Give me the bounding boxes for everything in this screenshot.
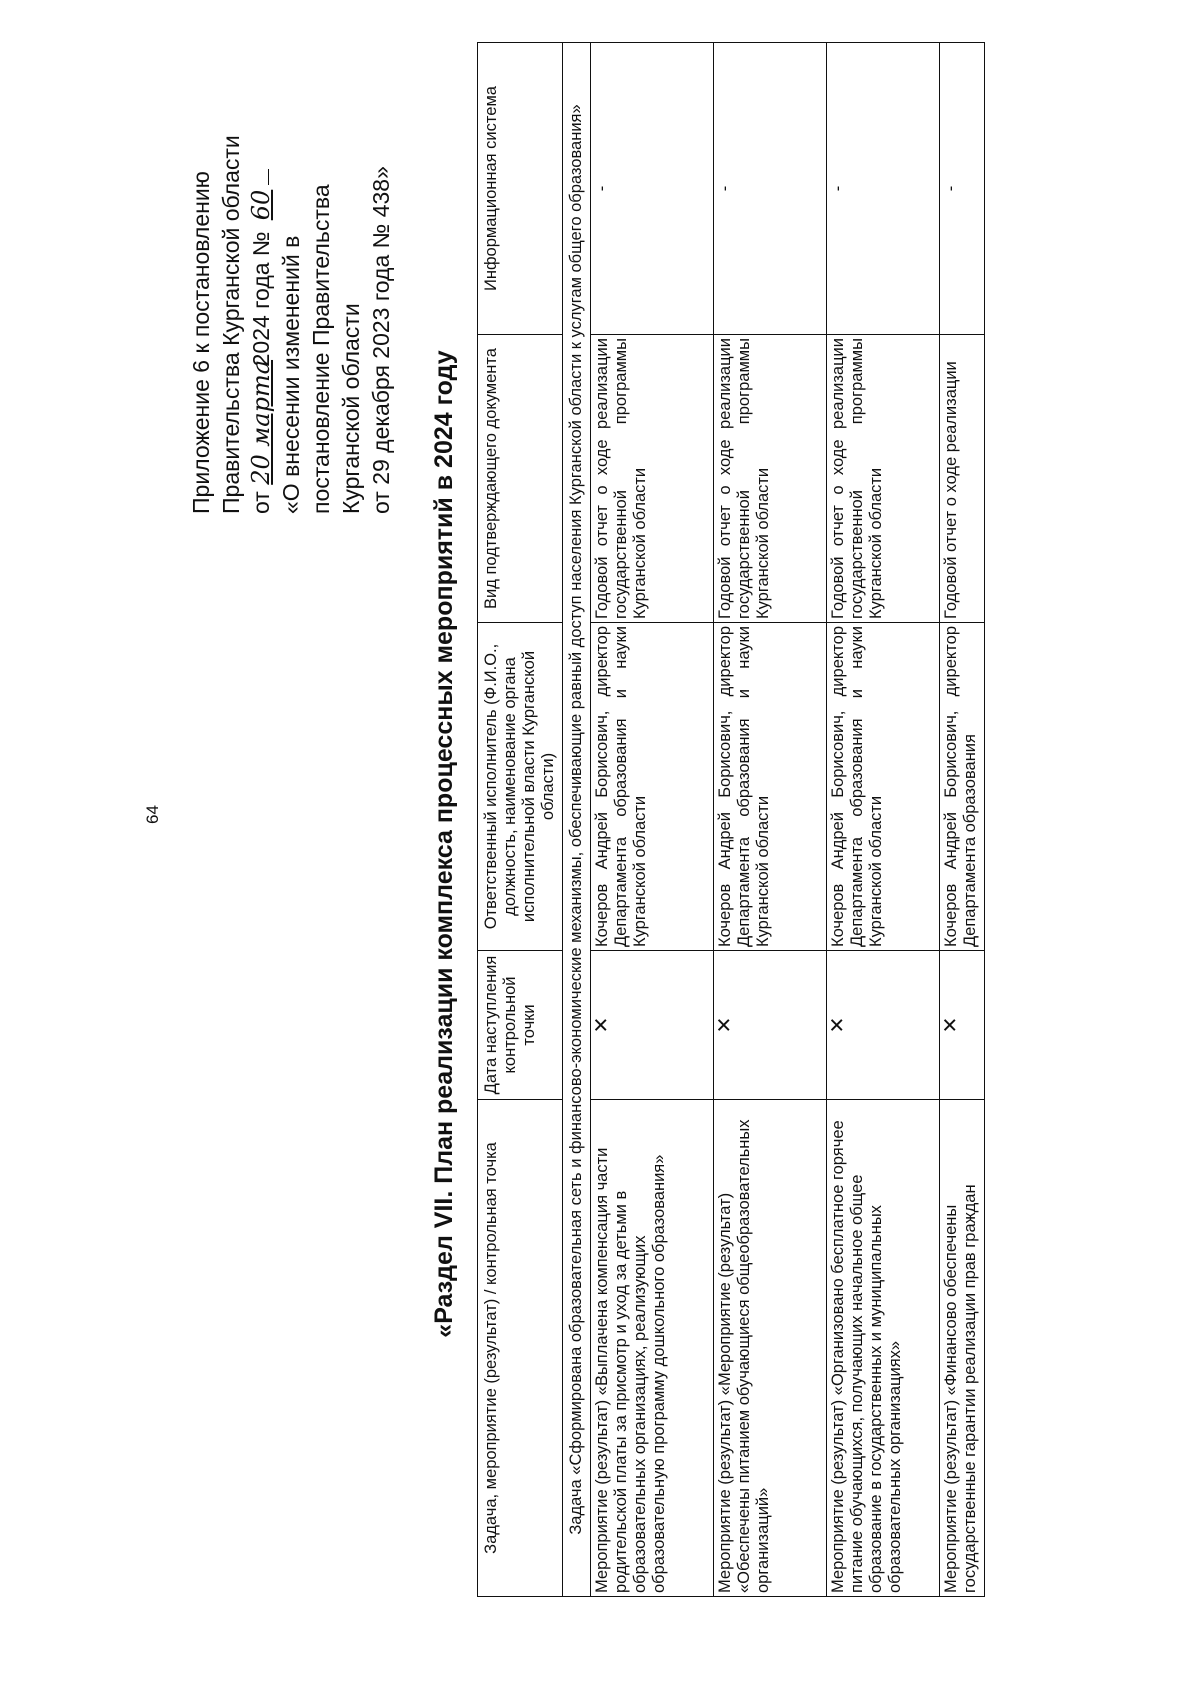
cell-responsible: Кочеров Андрей Борисович, директор Департамента образования и науки Курганской области: [714, 623, 827, 951]
cell-task: Мероприятие (результат) «Финансово обеспечены государственные гарантии реализации прав граждан: [940, 1100, 985, 1597]
cell-system: -: [827, 43, 940, 335]
plan-table: [477, 42, 985, 1597]
annex-line: от 29 декабря 2023 года № 438»: [368, 166, 394, 514]
handwritten-number: 60: [247, 189, 275, 221]
cell-document: Годовой отчет о ходе реализации: [940, 335, 985, 623]
underline-blank: [268, 169, 269, 185]
annex-line: постановление Правительства: [308, 184, 334, 514]
annex-line: Курганской области: [338, 303, 364, 514]
annex-date-prefix: от: [248, 491, 274, 514]
cell-system: -: [940, 43, 985, 335]
cell-system: -: [714, 43, 827, 335]
section-title: «Раздел VII. План реализации комплекса процессных мероприятий в 2024 году: [430, 350, 458, 1338]
cell-task: Мероприятие (результат) «Организовано бесплатное горячее питание обучающихся, получающих начальное общее образование в государственных и муниципальных образовательных организациях»: [827, 1100, 940, 1597]
annex-date-line: [246, 34, 276, 514]
cell-responsible: Кочеров Андрей Борисович, директор Департамента образования: [940, 623, 985, 951]
cell-document: Годовой отчет о ходе реализации государственной программы Курганской области: [591, 335, 714, 623]
annex-date-middle: 2024 года №: [248, 231, 274, 367]
handwritten-date: 20 марта: [247, 359, 275, 485]
header-responsible: Ответственный исполнитель (Ф.И.О., должность, наименование органа исполнительной власти Курганской области): [478, 623, 563, 951]
annex-header: [186, 34, 396, 514]
cell-date: ✕: [827, 951, 940, 1100]
header-task: Задача, мероприятие (результат) / контрольная точка: [478, 1100, 563, 1597]
table-row: [827, 43, 940, 1597]
cell-date: ✕: [591, 951, 714, 1100]
cell-task: Мероприятие (результат) «Мероприятие (результат) «Обеспечены питанием обучающиеся общеобразовательных организаций»: [714, 1100, 827, 1597]
cell-document: Годовой отчет о ходе реализации государственной программы Курганской области: [827, 335, 940, 623]
task-row: [563, 43, 591, 1597]
annex-line: «О внесении изменений в: [278, 235, 304, 514]
annex-line: Приложение 6 к постановлению: [188, 171, 214, 514]
header-document: Вид подтверждающего документа: [478, 335, 563, 623]
header-system: Информационная система: [478, 43, 563, 335]
cell-responsible: Кочеров Андрей Борисович, директор Департамента образования и науки Курганской области: [827, 623, 940, 951]
header-date: Дата наступления контрольной точки: [478, 951, 563, 1100]
cell-date: ✕: [940, 951, 985, 1100]
cell-responsible: Кочеров Андрей Борисович, директор Департамента образования и науки Курганской области: [591, 623, 714, 951]
table-row: [714, 43, 827, 1597]
table-header-row: [478, 43, 563, 1597]
table-row: [591, 43, 714, 1597]
cell-task: Мероприятие (результат) «Выплачена компенсация части родительской платы за присмотр и уход за детьми в образовательных организациях, реализующих образовательную программу дошкольного образования»: [591, 1100, 714, 1597]
task-cell: Задача «Сформирована образовательная сеть и финансово-экономические механизмы, обеспечивающие равный доступ населения Курганской области к услугам общего образования»: [563, 43, 591, 1597]
page-number: 64: [143, 805, 162, 824]
cell-date: ✕: [714, 951, 827, 1100]
cell-system: -: [591, 43, 714, 335]
table-row: [940, 43, 985, 1597]
annex-line: Правительства Курганской области: [218, 135, 244, 514]
cell-document: Годовой отчет о ходе реализации государственной программы Курганской области: [714, 335, 827, 623]
